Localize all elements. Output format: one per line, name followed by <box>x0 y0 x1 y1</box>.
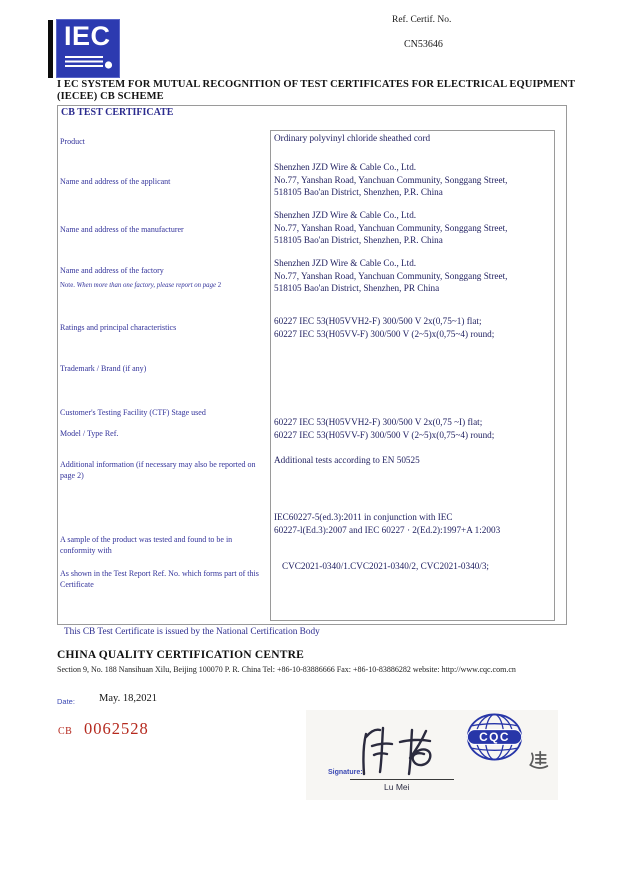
iec-logo-spine-bar <box>48 20 53 78</box>
iec-logo-text: IEC <box>64 21 111 51</box>
factory-value-line: Shenzhen JZD Wire & Cable Co., Ltd. <box>274 258 417 268</box>
ratings-label: Ratings and principal characteristics <box>60 323 177 332</box>
model-type-ref-value <box>274 416 553 441</box>
certificate-title: CB TEST CERTIFICATE <box>61 107 174 118</box>
factory-value-line: No.77, Yanshan Road, Yanchuan Community, Songgang Street, <box>274 270 508 281</box>
conformity-value <box>274 511 553 536</box>
cb-number-prefix: CB <box>58 726 73 737</box>
stamp-character-graphic <box>527 749 549 771</box>
product-value: Ordinary polyvinyl chloride sheathed cord <box>274 133 431 143</box>
trademark-label: Trademark / Brand (if any) <box>60 364 147 373</box>
factory-value-line: 518105 Bao'an District, Shenzhen, PR China <box>274 283 440 294</box>
iec-logo <box>56 19 120 78</box>
conformity-value-line: IEC60227-5(ed.3):2011 in conjunction with IEC <box>274 512 453 522</box>
factory-value <box>274 257 553 295</box>
scheme-heading-line2: (IECEE) CB SCHEME <box>57 90 164 102</box>
test-report-value: CVC2021-0340/1.CVC2021-0340/2, CVC2021-0340/3; <box>282 561 489 571</box>
certificate-values-box <box>270 130 555 621</box>
product-label: Product <box>60 137 85 146</box>
ctf-stage-label: Customer's Testing Facility (CTF) Stage used <box>60 408 206 417</box>
factory-note-suffix: 2 <box>216 282 222 289</box>
date-value: May. 18,2021 <box>99 693 157 704</box>
signature-label: Signature: <box>328 769 363 776</box>
scheme-heading <box>57 79 577 102</box>
factory-note <box>60 282 267 289</box>
model-type-ref-label: Model / Type Ref. <box>60 429 119 438</box>
applicant-value-line: Shenzhen JZD Wire & Cable Co., Ltd. <box>274 162 417 172</box>
factory-note-prefix: Note. <box>60 282 77 289</box>
ratings-value <box>274 315 553 340</box>
conformity-value-line: 60227-l(Ed.3):2007 and IEC 60227 · 2(Ed.2):1997+A 1:2003 <box>274 524 501 535</box>
manufacturer-value-line: No.77, Yanshan Road, Yanchuan Community, Songgang Street, <box>274 222 508 233</box>
ref-certif-no-label: Ref. Certif. No. <box>392 15 452 25</box>
manufacturer-value <box>274 209 553 247</box>
additional-info-value: Additional tests according to EN 50525 <box>274 455 420 465</box>
ncb-address: Section 9, No. 188 Nansihuan Xilu, Beijing 100070 P. R. China Tel: +86-10-83886666 Fax: +86-10-83886282 website: http://www.cqc.com.cn <box>57 665 516 674</box>
manufacturer-label: Name and address of the manufacturer <box>60 225 184 234</box>
manufacturer-value-line: Shenzhen JZD Wire & Cable Co., Ltd. <box>274 210 417 220</box>
date-label: Date: <box>57 697 75 706</box>
manufacturer-value-line: 518105 Bao'an District, Shenzhen, P.R. China <box>274 235 443 246</box>
signature-underline <box>350 779 454 780</box>
applicant-value-line: No.77, Yanshan Road, Yanchuan Community, Songgang Street, <box>274 174 508 185</box>
ncb-name: CHINA QUALITY CERTIFICATION CENTRE <box>57 649 304 661</box>
cqc-logo-text: CQC <box>479 730 510 745</box>
applicant-label: Name and address of the applicant <box>60 177 171 186</box>
ratings-value-line: 60227 IEC 53(H05VVH2-F) 300/500 V 2x(0,75~1) flat; <box>274 316 482 326</box>
ratings-value-line: 60227 IEC 53(H05VV-F) 300/500 V (2~5)x(0,75~4) round; <box>274 328 495 339</box>
applicant-value <box>274 161 553 199</box>
factory-note-italic: When more than one factory, please report on page <box>76 282 216 289</box>
scheme-heading-line1: I EC SYSTEM FOR MUTUAL RECOGNITION OF TEST CERTIFICATES FOR ELECTRICAL EQUIPMENT <box>57 79 576 90</box>
iec-logo-lines-icon <box>63 54 115 72</box>
cb-number-value: 0062528 <box>84 719 149 738</box>
issued-by-line: This CB Test Certificate is issued by the National Certification Body <box>64 627 320 637</box>
model-value-line: 60227 IEC 53(H05VV-F) 300/500 V (2~5)x(0,75~4) round; <box>274 429 495 440</box>
handwritten-signature <box>350 722 450 780</box>
applicant-value-line: 518105 Bao'an District, Shenzhen, P.R. China <box>274 187 443 198</box>
test-report-label: As shown in the Test Report Ref. No. which forms part of this Certificate <box>60 569 259 589</box>
additional-info-label: Additional information (if necessary may also be reported on page 2) <box>60 460 256 480</box>
ref-certif-no-value: CN53646 <box>404 39 443 50</box>
cqc-logo <box>466 713 523 761</box>
factory-label: Name and address of the factory <box>60 266 164 275</box>
conformity-label: A sample of the product was tested and found to be in conformity with <box>60 535 233 555</box>
signer-name: Lu Mei <box>384 782 410 792</box>
model-value-line: 60227 IEC 53(H05VVH2-F) 300/500 V 2x(0,75 ~I) flat; <box>274 417 483 427</box>
